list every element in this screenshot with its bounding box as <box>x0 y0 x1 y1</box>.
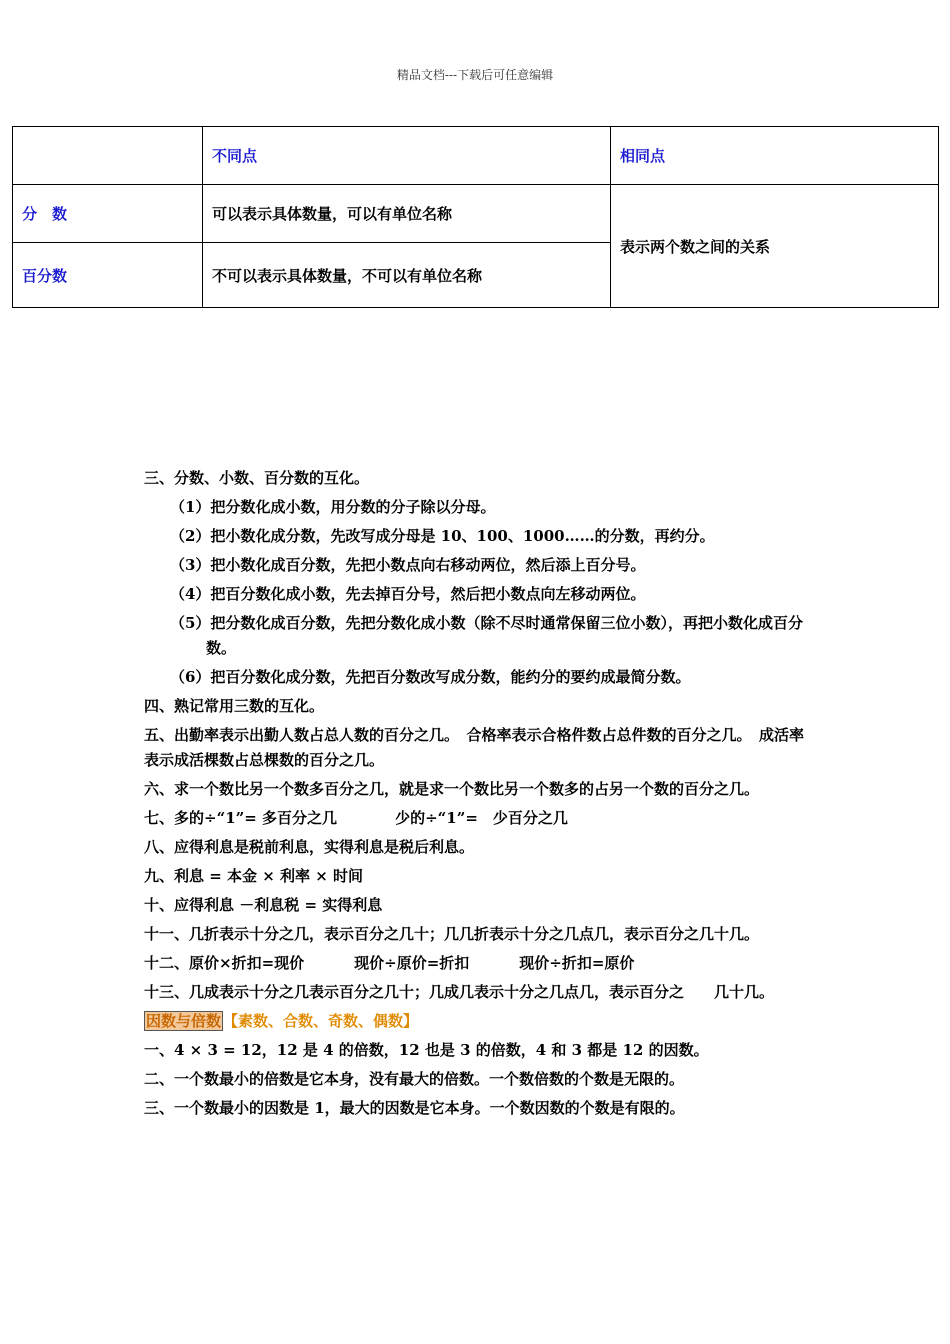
factor-item-1: 一、4 × 3 = 12，12 是 4 的倍数，12 也是 3 的倍数，4 和 3 都是 12 的因数。 <box>144 1041 709 1059</box>
section-13: 十三、几成表示十分之几表示百分之几十；几成几表示十分之几点几，表示百分之 几十几。 <box>144 983 775 1001</box>
cell-fraction-difference: 可以表示具体数量，可以有单位名称 <box>203 185 611 243</box>
factor-item-3: 三、一个数最小的因数是 1，最大的因数是它本身。一个数因数的个数是有限的。 <box>144 1099 685 1117</box>
section-12-part-b: 现价÷原价=折扣 <box>354 954 470 972</box>
notes-content <box>144 466 812 1125</box>
factor-heading <box>144 1009 812 1034</box>
section-5: 五、出勤率表示出勤人数占总人数的百分之几。 合格率表示合格件数占总件数的百分之几。 成活率表示成活棵数占总棵数的百分之几。 <box>144 726 805 769</box>
section-8: 八、应得利息是税前利息，实得利息是税后利息。 <box>144 838 475 856</box>
column-header-similarity: 相同点 <box>611 127 939 185</box>
section-6: 六、求一个数比另一个数多百分之几，就是求一个数比另一个数多的占另一个数的百分之几。 <box>144 780 760 798</box>
row-label-fraction: 分 数 <box>13 185 203 243</box>
list-item: （4）把百分数化成小数，先去掉百分号，然后把小数点向左移动两位。 <box>170 585 646 603</box>
section-4: 四、熟记常用三数的互化。 <box>144 697 325 715</box>
section-7-part-b: 少的÷“1”= 少百分之几 <box>395 809 568 827</box>
section-12-part-a: 十二、原价×折扣=现价 <box>144 954 305 972</box>
section-12 <box>144 951 812 976</box>
section-9: 九、利息 = 本金 × 利率 × 时间 <box>144 867 364 885</box>
page-header: 精品文档---下载后可任意编辑 <box>396 68 554 82</box>
section-12-part-c: 现价÷折扣=原价 <box>519 954 635 972</box>
list-item: （3）把小数化成百分数，先把小数点向右移动两位，然后添上百分号。 <box>170 556 646 574</box>
list-item: （1）把分数化成小数，用分数的分子除以分母。 <box>170 498 496 516</box>
section-3-title: 三、分数、小数、百分数的互化。 <box>144 469 370 487</box>
table-corner-cell <box>13 127 203 185</box>
table-header-row <box>13 127 939 185</box>
factor-item-2: 二、一个数最小的倍数是它本身，没有最大的倍数。一个数倍数的个数是无限的。 <box>144 1070 685 1088</box>
list-item: （6）把百分数化成分数，先把百分数改写成分数，能约分的要约成最简分数。 <box>170 668 691 686</box>
section-7 <box>144 806 812 831</box>
list-item: （2）把小数化成分数，先改写成分母是 10、100、1000……的分数，再约分。 <box>170 527 715 545</box>
section-7-part-a: 七、多的÷“1”= 多百分之几 <box>144 809 338 827</box>
factor-subtitle: 【素数、合数、奇数、偶数】 <box>223 1012 419 1030</box>
row-label-percentage: 百分数 <box>13 243 203 308</box>
column-header-difference: 不同点 <box>203 127 611 185</box>
table-row <box>13 185 939 243</box>
section-11: 十一、几折表示十分之几，表示百分之几十；几几折表示十分之几点几，表示百分之几十几。 <box>144 925 760 943</box>
section-10: 十、应得利息 －利息税 = 实得利息 <box>144 896 383 914</box>
factor-tag: 因数与倍数 <box>146 1012 222 1030</box>
comparison-table <box>12 126 939 308</box>
cell-similarity: 表示两个数之间的关系 <box>611 185 939 308</box>
list-item: （5）把分数化成百分数，先把分数化成小数（除不尽时通常保留三位小数），再把小数化成百分数。 <box>170 614 803 657</box>
cell-percentage-difference: 不可以表示具体数量，不可以有单位名称 <box>203 243 611 308</box>
